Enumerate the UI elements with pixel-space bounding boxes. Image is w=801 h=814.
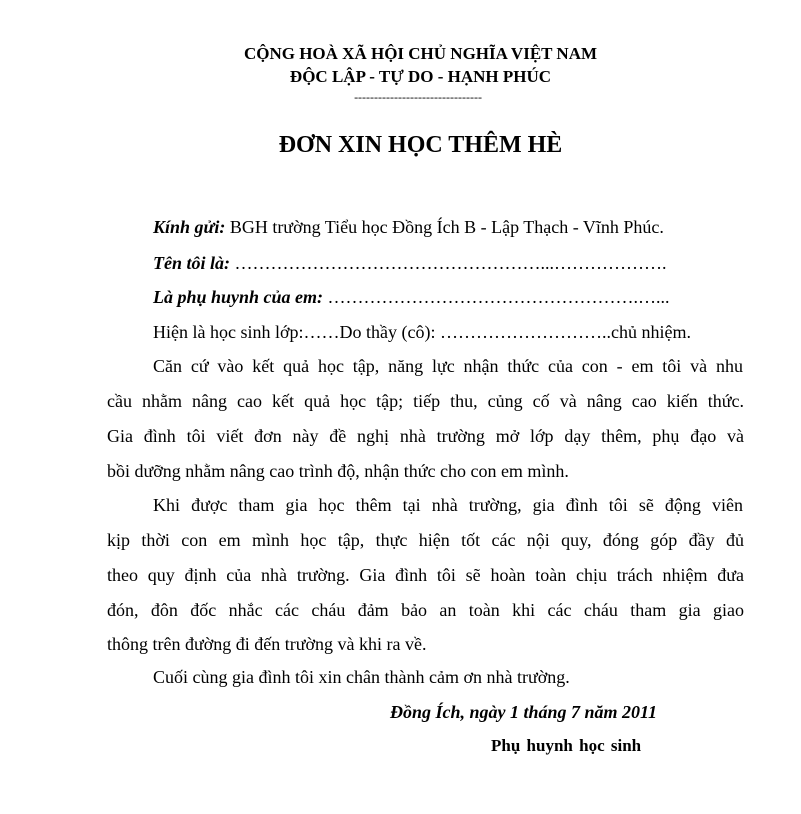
parent-value: …………………………………………….…...: [323, 287, 670, 307]
recipient-label: Kính gửi:: [153, 217, 226, 237]
parent-label: Là phụ huynh của em:: [153, 287, 324, 307]
signature-role: Phụ huynh học sinh: [491, 736, 642, 755]
header-divider: --------------------------------: [354, 90, 482, 104]
paragraph2-line: Khi được tham gia học thêm tại nhà trường, gia đình tôi sẽ động viên: [153, 495, 743, 515]
closing-line: Cuối cùng gia đình tôi xin chân thành cảm ơn nhà trường.: [153, 667, 570, 687]
parent-line: [153, 285, 670, 309]
national-motto-line1: CỘNG HOÀ XÃ HỘI CHỦ NGHĨA VIỆT NAM: [243, 44, 598, 63]
signature-date: Đồng Ích, ngày 1 tháng 7 năm 2011: [390, 702, 658, 722]
name-value: ……………………………………………...……………….: [230, 253, 667, 273]
paragraph2-line: thông trên đường đi đến trường và khi ra về.: [107, 634, 427, 654]
paragraph1-line: Gia đình tôi viết đơn này đề nghị nhà trường mở lớp dạy thêm, phụ đạo và: [107, 426, 744, 446]
paragraph2-line: theo quy định của nhà trường. Gia đình tôi sẽ hoàn toàn chịu trách nhiệm đưa: [107, 565, 744, 585]
recipient-line: [153, 215, 664, 239]
paragraph1-line: bồi dưỡng nhằm nâng cao trình độ, nhận thức cho con em mình.: [107, 461, 569, 481]
paragraph1-line: cầu nhằm nâng cao kết quả học tập; tiếp thu, củng cố và nâng cao kiến thức.: [107, 391, 744, 411]
class-line: Hiện là học sinh lớp:……Do thầy (cô): ………………………..chủ nhiệm.: [153, 322, 691, 342]
national-motto-line2: ĐỘC LẬP - TỰ DO - HẠNH PHÚC: [289, 67, 552, 86]
paragraph2-line: kịp thời con em mình học tập, thực hiện tốt các nội quy, đóng góp đầy đủ: [107, 530, 744, 550]
paragraph2-line: đón, đôn đốc nhắc các cháu đảm bảo an toàn khi các cháu tham gia giao: [107, 600, 744, 620]
name-label: Tên tôi là:: [153, 253, 230, 273]
document-title: ĐƠN XIN HỌC THÊM HÈ: [278, 132, 563, 158]
name-line: [153, 251, 667, 275]
recipient-value: BGH trường Tiểu học Đồng Ích B - Lập Thạch - Vĩnh Phúc.: [225, 217, 664, 237]
paragraph1-line: Căn cứ vào kết quả học tập, năng lực nhận thức của con - em tôi và nhu: [153, 356, 743, 376]
